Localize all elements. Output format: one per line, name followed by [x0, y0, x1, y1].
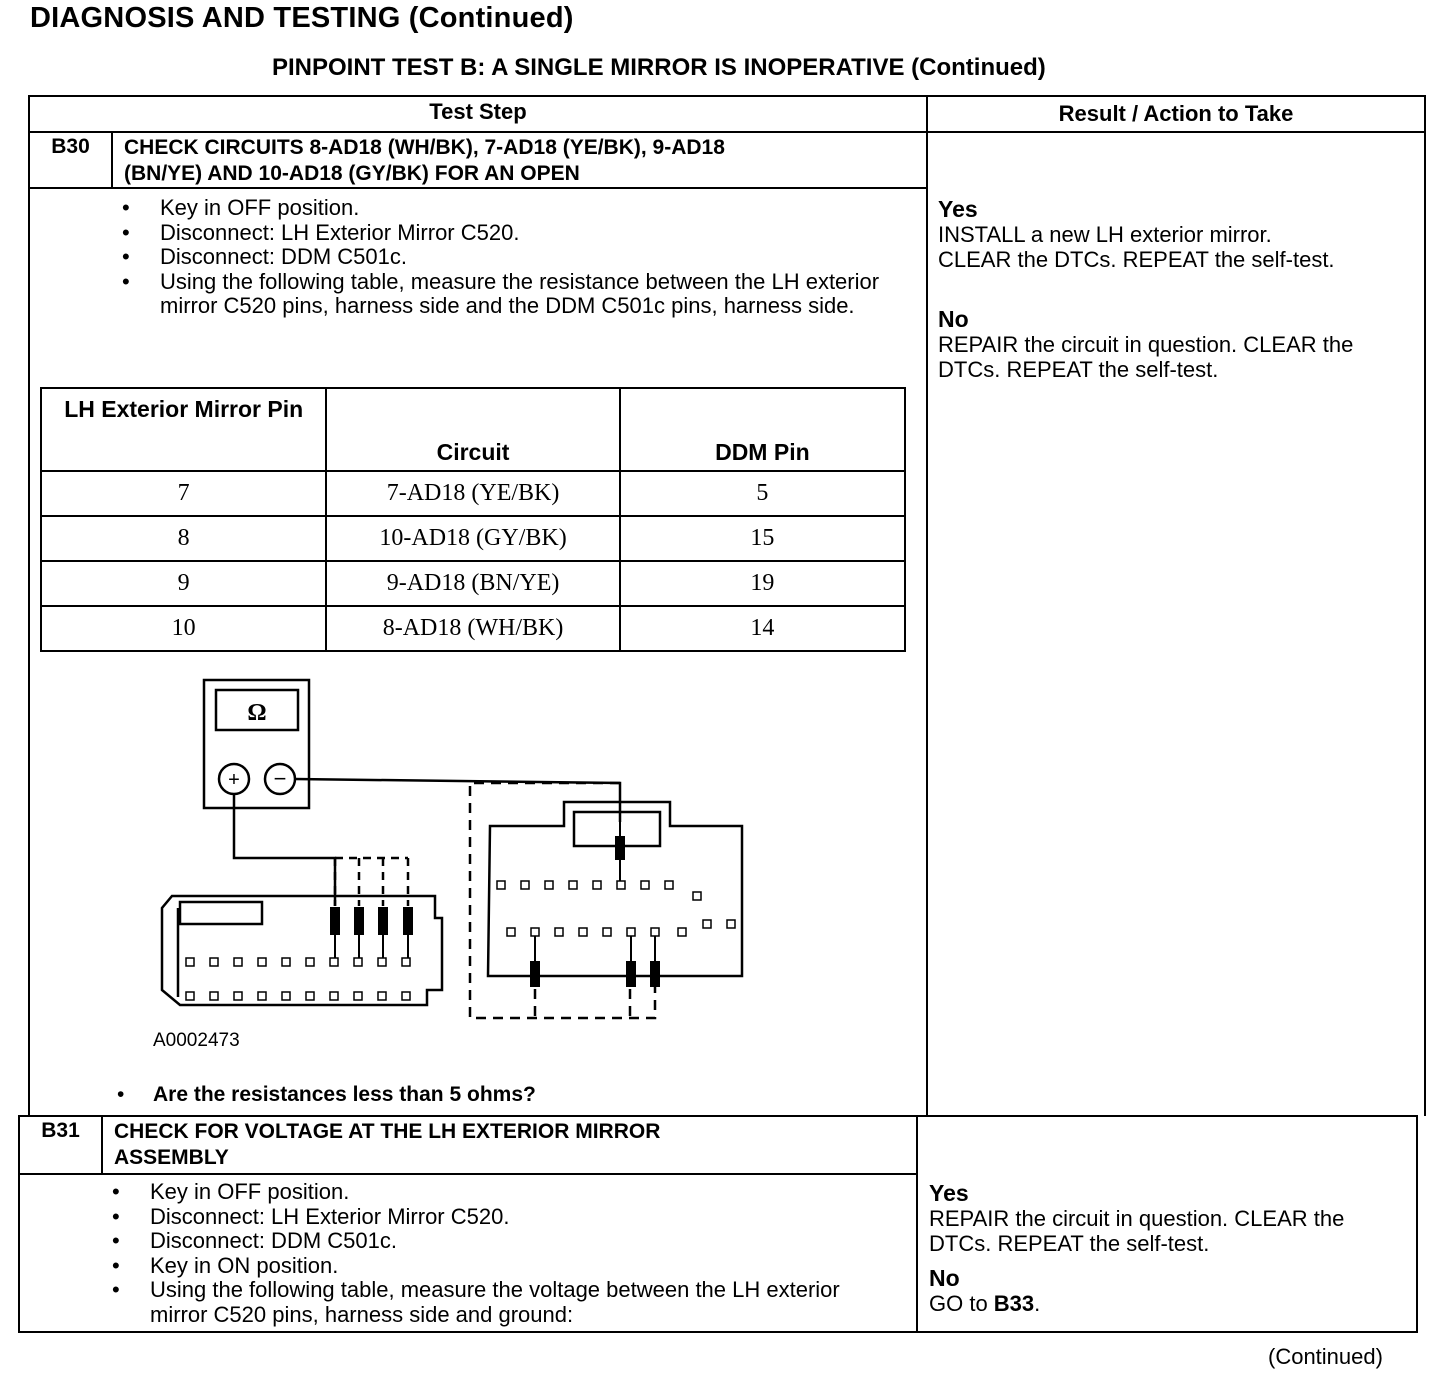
circuit-cell: 9-AD18 (BN/YE) [326, 561, 619, 606]
plus-sign: + [228, 769, 240, 791]
table-row [41, 606, 905, 651]
mirror-pin-cell: 8 [41, 516, 326, 561]
section-title: DIAGNOSIS AND TESTING (Continued) [30, 2, 574, 34]
b30-instruction-list [122, 196, 912, 319]
column-divider-upper [926, 95, 928, 1116]
mirror-pin-cell: 7 [41, 471, 326, 516]
ddm-pin-cell: 14 [620, 606, 905, 651]
left-border-upper [28, 95, 30, 1116]
result-line: REPAIR the circuit in question. CLEAR the [929, 1206, 1345, 1231]
header-mirror-pin: LH Exterior Mirror Pin [41, 388, 326, 471]
b30-b31-divider [18, 1115, 1418, 1117]
pin-circuit-table [40, 387, 906, 652]
table-header-row [41, 388, 905, 471]
list-item: • Disconnect: LH Exterior Mirror C520. [122, 221, 912, 246]
table-bottom-border [18, 1331, 1418, 1333]
ddm-pin-cell: 5 [620, 471, 905, 516]
list-item: • Using the following table, measure the resistance between the LH exterior mirror C520 pins, harness side and the DDM C501c pins, harness side. [122, 270, 912, 319]
result-line: REPAIR the circuit in question. CLEAR the [938, 332, 1354, 357]
b31-instruction-list [112, 1180, 902, 1327]
ddm-connector-cavities [497, 881, 735, 936]
resistance-test-diagram [150, 672, 750, 1024]
header-divider [28, 131, 1426, 133]
list-item: • Key in ON position. [112, 1254, 902, 1279]
step-title-b30 [124, 135, 924, 187]
mirror-pin-cell: 10 [41, 606, 326, 651]
table-top-border [28, 95, 1426, 97]
circuit-cell: 8-AD18 (WH/BK) [326, 606, 619, 651]
connector-latch [180, 902, 262, 924]
mirror-pin-cell: 9 [41, 561, 326, 606]
step-id-b30: B30 [51, 135, 90, 158]
step-title-line: CHECK FOR VOLTAGE AT THE LH EXTERIOR MIRROR [114, 1120, 661, 1143]
b31-title-divider [18, 1173, 918, 1175]
mirror-test-probes [331, 908, 412, 958]
b30-title-divider [28, 187, 926, 189]
mirror-connector-cavities [186, 958, 410, 1000]
b31-id-divider [101, 1115, 103, 1174]
result-line: INSTALL a new LH exterior mirror. [938, 222, 1272, 247]
question-text: Are the resistances less than 5 ohms? [153, 1083, 536, 1106]
goto-step-link[interactable]: B33 [993, 1291, 1035, 1316]
b30-question [117, 1083, 536, 1107]
no-label: No [938, 306, 969, 332]
result-line: DTCs. REPEAT the self-test. [929, 1231, 1210, 1256]
list-item: • Disconnect: DDM C501c. [122, 245, 912, 270]
table-row [41, 516, 905, 561]
left-border-lower [18, 1115, 20, 1333]
column-header-result: Result / Action to Take [1058, 101, 1294, 126]
no-label: No [929, 1265, 960, 1291]
ddm-pin-cell: 15 [620, 516, 905, 561]
b30-result-no [938, 307, 1422, 382]
yes-label: Yes [938, 196, 978, 222]
column-divider-lower [916, 1115, 918, 1333]
mirror-pin-dashed-leads [335, 858, 408, 906]
negative-lead-wire [295, 779, 620, 822]
figure-id: A0002473 [153, 1030, 240, 1051]
list-item: • Disconnect: DDM C501c. [112, 1229, 902, 1254]
mirror-connector-c520 [162, 896, 442, 1005]
circuit-cell: 7-AD18 (YE/BK) [326, 471, 619, 516]
step-title-line: (BN/YE) AND 10-AD18 (GY/BK) FOR AN OPEN [124, 162, 580, 185]
b30-id-divider [111, 131, 113, 188]
circuit-cell: 10-AD18 (GY/BK) [326, 516, 619, 561]
b31-result-no [929, 1266, 1415, 1316]
list-item: • Key in OFF position. [112, 1180, 902, 1205]
header-ddm-pin: DDM Pin [620, 388, 905, 471]
b30-result-yes [938, 197, 1422, 272]
result-line: CLEAR the DTCs. REPEAT the self-test. [938, 247, 1335, 272]
table-row [41, 471, 905, 516]
column-header-test-step: Test Step [429, 99, 527, 124]
list-item: • Key in OFF position. [122, 196, 912, 221]
bullet-icon: • [117, 1083, 125, 1106]
result-line: DTCs. REPEAT the self-test. [938, 357, 1219, 382]
ddm-pin-cell: 19 [620, 561, 905, 606]
result-line [929, 1291, 1415, 1316]
list-item: • Disconnect: LH Exterior Mirror C520. [112, 1205, 902, 1230]
table-row [41, 561, 905, 606]
step-title-line: ASSEMBLY [114, 1146, 229, 1169]
step-id-b31: B31 [41, 1119, 80, 1142]
right-border-upper [1424, 95, 1426, 1116]
minus-sign: − [273, 766, 287, 791]
goto-suffix: . [1034, 1291, 1041, 1316]
goto-text: GO to [929, 1291, 994, 1316]
right-border-lower [1416, 1115, 1418, 1333]
yes-label: Yes [929, 1180, 969, 1206]
positive-lead-wire [234, 794, 335, 906]
header-circuit: Circuit [326, 388, 619, 471]
ohm-symbol: Ω [247, 700, 267, 726]
b31-result-yes [929, 1181, 1415, 1256]
pinpoint-test-title: PINPOINT TEST B: A SINGLE MIRROR IS INOPERATIVE (Continued) [272, 54, 1046, 81]
list-item: • Using the following table, measure the voltage between the LH exterior mirror C520 pins, harness side and ground: [112, 1278, 902, 1327]
continued-footer: (Continued) [1268, 1344, 1383, 1369]
step-title-b31 [114, 1119, 914, 1171]
step-title-line: CHECK CIRCUITS 8-AD18 (WH/BK), 7-AD18 (YE/BK), 9-AD18 [124, 136, 725, 159]
